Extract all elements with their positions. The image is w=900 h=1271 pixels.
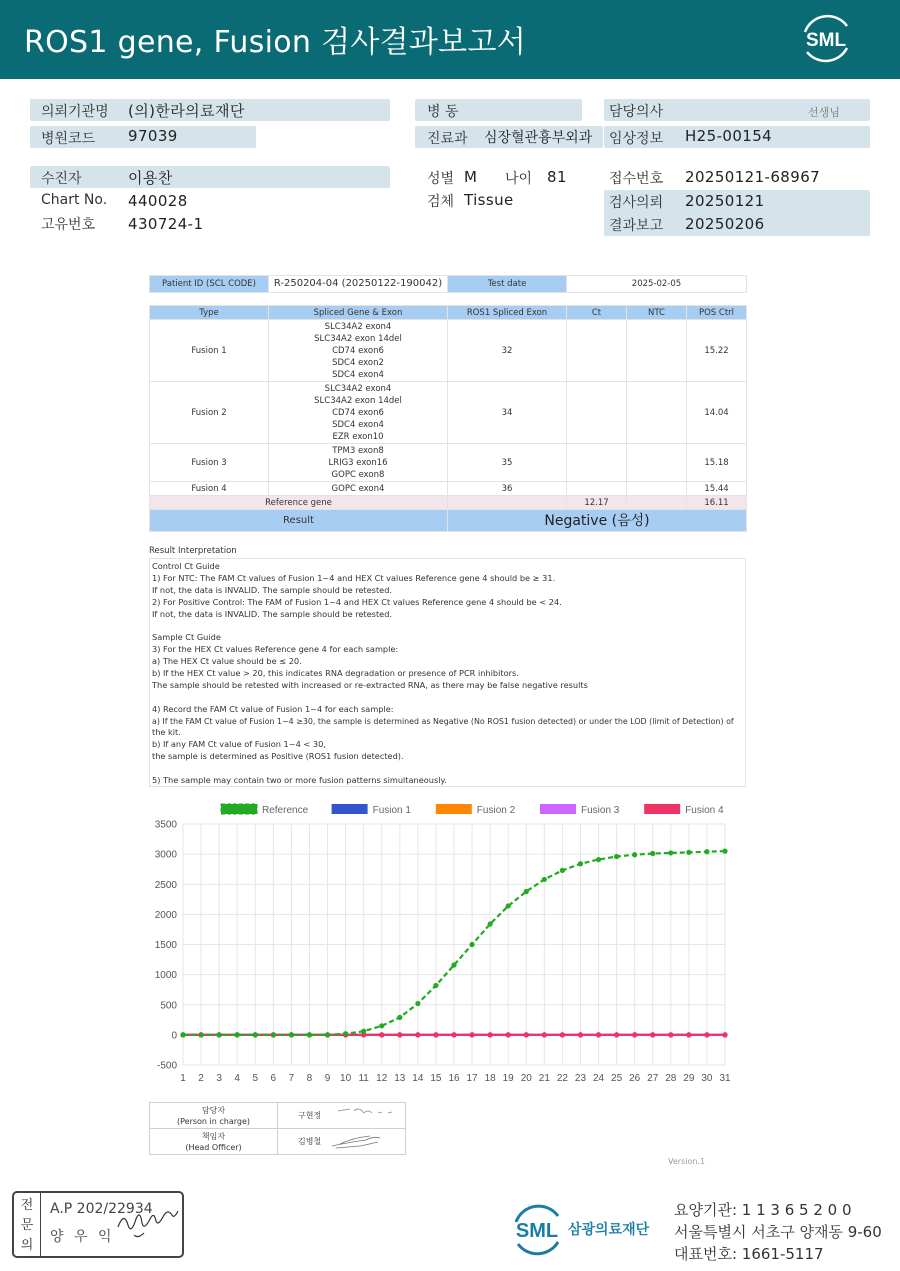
data-point <box>560 1032 565 1037</box>
reference-pos: 16.11 <box>687 496 747 510</box>
stamp-license: A.P 202/22934 <box>50 1201 153 1217</box>
interp-line <box>152 620 743 632</box>
y-tick-label: 3000 <box>154 849 177 861</box>
result-label: Result <box>150 510 448 532</box>
id-no-value: 430724-1 <box>128 215 204 233</box>
interp-line: 1) For NTC: The FAM Ct values of Fusion 1~4 and HEX Ct values Reference gene 4 should be ≥ 31. <box>152 572 556 583</box>
row-ntc <box>627 382 687 444</box>
data-point <box>686 1032 691 1037</box>
interp-line <box>152 692 743 704</box>
interp-line: Control Ct Guide <box>152 561 220 571</box>
row-ntc <box>627 444 687 482</box>
legend-label: Fusion 3 <box>581 805 620 816</box>
result-table <box>149 305 747 532</box>
x-tick-label: 30 <box>701 1073 713 1084</box>
version-label: Version.1 <box>668 1157 706 1166</box>
row-pos: 15.44 <box>687 482 747 496</box>
head-name: 김병철 <box>298 1137 322 1146</box>
y-tick-label: -500 <box>156 1060 177 1072</box>
institution-code: 요양기관: 1 1 3 6 5 2 0 0 <box>674 1201 852 1219</box>
interpretation-box <box>149 558 746 787</box>
row-pos: 14.04 <box>687 382 747 444</box>
data-point <box>632 1032 637 1037</box>
department-label: 진료과 <box>427 131 468 147</box>
data-point <box>343 1031 348 1036</box>
x-tick-label: 3 <box>216 1073 222 1084</box>
result-table-header <box>150 306 747 320</box>
row-ntc <box>627 320 687 382</box>
row-type: Fusion 4 <box>150 482 269 496</box>
x-tick-label: 25 <box>611 1073 623 1084</box>
footer-logo-text: SML <box>515 1220 559 1242</box>
row-type: Fusion 1 <box>150 320 269 382</box>
col-ntc: NTC <box>627 306 687 320</box>
reference-row <box>150 496 747 510</box>
col-exon: ROS1 Spliced Exon <box>448 306 567 320</box>
y-tick-label: 500 <box>160 1000 177 1012</box>
data-point <box>451 962 456 967</box>
interpretation-title: Result Interpretation <box>149 546 237 556</box>
row-exon: 35 <box>448 444 567 482</box>
doctor-suffix: 선생님 <box>808 106 840 119</box>
x-tick-label: 18 <box>484 1073 496 1084</box>
col-ct: Ct <box>567 306 627 320</box>
data-point <box>578 1032 583 1037</box>
interp-line: The sample should be retested with increased or re-extracted RNA, as there may be false negative results <box>152 679 588 690</box>
test-date-label: Test date <box>448 276 567 293</box>
clinical-value: H25-00154 <box>685 127 773 145</box>
x-tick-label: 20 <box>520 1073 532 1084</box>
x-tick-label: 22 <box>556 1073 568 1084</box>
chart-no-value: 440028 <box>128 192 188 210</box>
legend-swatch <box>540 804 576 814</box>
result-value: Negative (음성) <box>448 510 747 532</box>
interp-line: 3) For the HEX Ct values Reference gene 4 for each sample: <box>152 644 399 655</box>
request-label: 검사의뢰 <box>609 195 664 211</box>
x-tick-label: 15 <box>430 1073 442 1084</box>
report-value: 20250206 <box>685 215 765 233</box>
interp-line: If not, the data is INVALID. The sample should be retested. <box>152 608 392 619</box>
data-point <box>433 1032 438 1037</box>
col-pos: POS Ctrl <box>687 306 747 320</box>
x-tick-label: 21 <box>538 1073 550 1084</box>
data-point <box>325 1032 330 1037</box>
interp-line: Sample Ct Guide <box>152 632 221 643</box>
row-ct <box>567 444 627 482</box>
data-point <box>379 1023 384 1028</box>
table-row <box>150 320 747 382</box>
data-point <box>704 849 709 854</box>
data-point <box>542 1032 547 1037</box>
sml-logo-icon <box>797 10 855 68</box>
data-point <box>524 1032 529 1037</box>
age-label: 나이 <box>505 171 533 187</box>
data-point <box>614 1032 619 1037</box>
x-tick-label: 19 <box>502 1073 514 1084</box>
table-row <box>150 482 747 496</box>
table-row <box>150 444 747 482</box>
data-point <box>235 1032 240 1037</box>
data-point <box>289 1032 294 1037</box>
reference-ct: 12.17 <box>567 496 627 510</box>
row-genes: SLC34A2 exon4 SLC34A2 exon 14del CD74 exon6 SDC4 exon4 EZR exon10 <box>269 382 448 444</box>
interp-line: 2) For Positive Control: The FAM of Fusion 1~4 and HEX Ct values Reference gene 4 should be < 24. <box>152 596 562 607</box>
request-value: 20250121 <box>685 192 765 210</box>
department-value: 심장혈관흉부외과 <box>484 130 593 146</box>
head-officer-sign <box>278 1129 406 1155</box>
legend-swatch <box>221 804 257 814</box>
reference-label: Reference gene <box>150 496 448 510</box>
data-point <box>578 861 583 866</box>
institution-label: 의뢰기관명 <box>41 104 109 120</box>
signature-scribble-icon <box>330 1132 390 1152</box>
x-tick-label: 24 <box>592 1073 605 1084</box>
clinical-label: 임상정보 <box>609 131 664 147</box>
row-genes: SLC34A2 exon4 SLC34A2 exon 14del CD74 exon6 SDC4 exon2 SDC4 exon4 <box>269 320 448 382</box>
interp-line <box>152 763 743 775</box>
signature-table <box>149 1102 406 1155</box>
sml-footer-logo-icon <box>510 1204 566 1256</box>
signature-scribble-icon <box>336 1105 396 1123</box>
legend-label: Fusion 2 <box>476 805 516 816</box>
amplification-chart <box>145 798 735 1093</box>
data-point <box>560 868 565 873</box>
report-title: ROS1 gene, Fusion 검사결과보고서 <box>24 25 527 60</box>
y-tick-label: 3500 <box>154 819 177 831</box>
data-point <box>271 1032 276 1037</box>
row-ct <box>567 482 627 496</box>
patient-id-label: Patient ID (SCL CODE) <box>150 276 269 293</box>
x-tick-label: 7 <box>288 1073 295 1084</box>
data-point <box>722 849 727 854</box>
ward-label: 병 동 <box>427 104 459 120</box>
x-tick-label: 23 <box>574 1073 587 1084</box>
x-tick-label: 28 <box>665 1073 677 1084</box>
data-point <box>488 1032 493 1037</box>
legend-label: Reference <box>262 805 309 816</box>
row-ntc <box>627 482 687 496</box>
data-point <box>217 1032 222 1037</box>
data-point <box>650 851 655 856</box>
id-no-label: 고유번호 <box>41 217 96 233</box>
interp-line: a) If the FAM Ct value of Fusion 1~4 ≥30, the sample is determined as Negative (No ROS1 fusion detected) or under the LOD (limit of Detection) of <box>152 716 734 726</box>
row-genes: TPM3 exon8 LRIG3 exon16 GOPC exon8 <box>269 444 448 482</box>
person-name: 구현정 <box>298 1111 322 1120</box>
interp-line: a) The HEX Ct value should be ≤ 20. <box>152 656 302 667</box>
x-tick-label: 13 <box>394 1073 406 1084</box>
x-tick-label: 6 <box>270 1073 277 1084</box>
data-point <box>524 889 529 894</box>
col-type: Type <box>150 306 269 320</box>
data-point <box>614 854 619 859</box>
interp-line: 5) The sample may contain two or more fusion patterns simultaneously. <box>152 775 447 786</box>
data-point <box>397 1032 402 1037</box>
org-address: 서울특별시 서초구 양재동 9-60 <box>674 1223 882 1241</box>
x-tick-label: 29 <box>683 1073 695 1084</box>
specimen-value: Tissue <box>464 191 514 209</box>
report-label: 결과보고 <box>609 218 664 234</box>
x-tick-label: 14 <box>412 1073 424 1084</box>
x-tick-label: 27 <box>647 1073 659 1084</box>
age-value: 81 <box>547 168 567 186</box>
data-point <box>488 921 493 926</box>
data-point <box>704 1032 709 1037</box>
data-point <box>433 983 438 988</box>
data-point <box>379 1032 384 1037</box>
x-tick-label: 8 <box>306 1073 313 1084</box>
table-row <box>150 382 747 444</box>
y-tick-label: 0 <box>171 1030 177 1042</box>
x-tick-label: 1 <box>180 1073 186 1084</box>
y-tick-label: 1000 <box>154 970 177 982</box>
x-tick-label: 11 <box>358 1073 369 1084</box>
receipt-value: 20250121-68967 <box>685 168 821 186</box>
doctor-label: 담당의사 <box>609 104 664 120</box>
institution-value: (의)한라의료재단 <box>128 102 245 120</box>
data-point <box>198 1032 203 1037</box>
row-pos: 15.18 <box>687 444 747 482</box>
legend-swatch <box>332 804 368 814</box>
patient-name-label: 수진자 <box>41 171 82 187</box>
data-point <box>668 1032 673 1037</box>
data-point <box>469 942 474 947</box>
head-officer-label: 책임자 (Head Officer) <box>150 1129 278 1155</box>
sex-label: 성별 <box>427 171 455 187</box>
y-tick-label: 2000 <box>154 909 177 921</box>
report-header <box>0 0 900 79</box>
x-tick-label: 5 <box>252 1073 259 1084</box>
legend-label: Fusion 1 <box>372 805 411 816</box>
result-row <box>150 510 747 532</box>
stamp-signature-icon <box>114 1205 184 1245</box>
data-point <box>668 850 673 855</box>
interp-line: b) If any FAM Ct value of Fusion 1~4 < 30, <box>152 739 326 750</box>
hospital-code-label: 병원코드 <box>41 131 96 147</box>
hospital-code-value: 97039 <box>128 127 178 145</box>
row-pos: 15.22 <box>687 320 747 382</box>
x-tick-label: 31 <box>719 1073 731 1084</box>
stamp-name: 양 우 익 <box>50 1229 115 1245</box>
row-exon: 32 <box>448 320 567 382</box>
org-phone: 대표번호: 1661-5117 <box>674 1245 824 1263</box>
x-tick-label: 12 <box>376 1073 388 1084</box>
data-point <box>650 1032 655 1037</box>
data-point <box>451 1032 456 1037</box>
logo-text: SML <box>805 30 847 51</box>
interp-line: b) If the HEX Ct value > 20, this indicates RNA degradation or presence of PCR inhibitors. <box>152 668 519 679</box>
x-tick-label: 26 <box>629 1073 641 1084</box>
legend-swatch <box>644 804 680 814</box>
data-point <box>397 1015 402 1020</box>
data-point <box>253 1032 258 1037</box>
x-tick-label: 10 <box>340 1073 352 1084</box>
row-type: Fusion 3 <box>150 444 269 482</box>
chart-no-label: Chart No. <box>41 192 108 208</box>
data-point <box>361 1029 366 1034</box>
patient-id-table <box>149 275 747 293</box>
data-point <box>632 852 637 857</box>
row-ct <box>567 382 627 444</box>
patient-name-row <box>30 166 390 188</box>
person-in-charge-label: 담당자 (Person in charge) <box>150 1103 278 1129</box>
y-tick-label: 2500 <box>154 879 177 891</box>
specimen-label: 검체 <box>427 194 455 210</box>
data-point <box>180 1032 185 1037</box>
x-tick-label: 9 <box>324 1073 331 1084</box>
row-exon: 34 <box>448 382 567 444</box>
data-point <box>415 1032 420 1037</box>
row-ct <box>567 320 627 382</box>
x-tick-label: 16 <box>448 1073 460 1084</box>
y-tick-label: 1500 <box>154 940 177 951</box>
person-in-charge-sign <box>278 1103 406 1129</box>
test-date-value: 2025-02-05 <box>567 276 747 293</box>
stamp-side: 전 문 의 <box>14 1193 41 1256</box>
x-tick-label: 2 <box>198 1073 204 1084</box>
col-genes: Spliced Gene & Exon <box>269 306 448 320</box>
receipt-label: 접수번호 <box>609 171 664 187</box>
row-genes: GOPC exon4 <box>269 482 448 496</box>
data-point <box>307 1032 312 1037</box>
row-type: Fusion 2 <box>150 382 269 444</box>
row-exon: 36 <box>448 482 567 496</box>
patient-name-value: 이용찬 <box>128 169 173 187</box>
data-point <box>415 1001 420 1006</box>
interp-line: 4) Record the FAM Ct value of Fusion 1~4 for each sample: <box>152 703 394 714</box>
specialist-stamp <box>12 1191 184 1258</box>
sex-value: M <box>464 168 478 186</box>
interp-line: the sample is determined as Positive (ROS1 fusion detected). <box>152 751 404 762</box>
interp-line: If not, the data is INVALID. The sample should be retested. <box>152 584 392 595</box>
data-point <box>506 1032 511 1037</box>
data-point <box>542 877 547 882</box>
data-point <box>469 1032 474 1037</box>
data-point <box>506 903 511 908</box>
legend-label: Fusion 4 <box>685 805 724 816</box>
interp-line: the kit. <box>152 727 181 738</box>
org-name: 삼광의료재단 <box>568 1222 650 1238</box>
legend-swatch <box>436 804 472 814</box>
data-point <box>596 1032 601 1037</box>
data-point <box>722 1032 727 1037</box>
data-point <box>596 857 601 862</box>
patient-id-value: R-250204-04 (20250122-190042) <box>269 276 448 293</box>
x-tick-label: 4 <box>234 1073 240 1084</box>
data-point <box>686 850 691 855</box>
x-tick-label: 17 <box>466 1073 478 1084</box>
